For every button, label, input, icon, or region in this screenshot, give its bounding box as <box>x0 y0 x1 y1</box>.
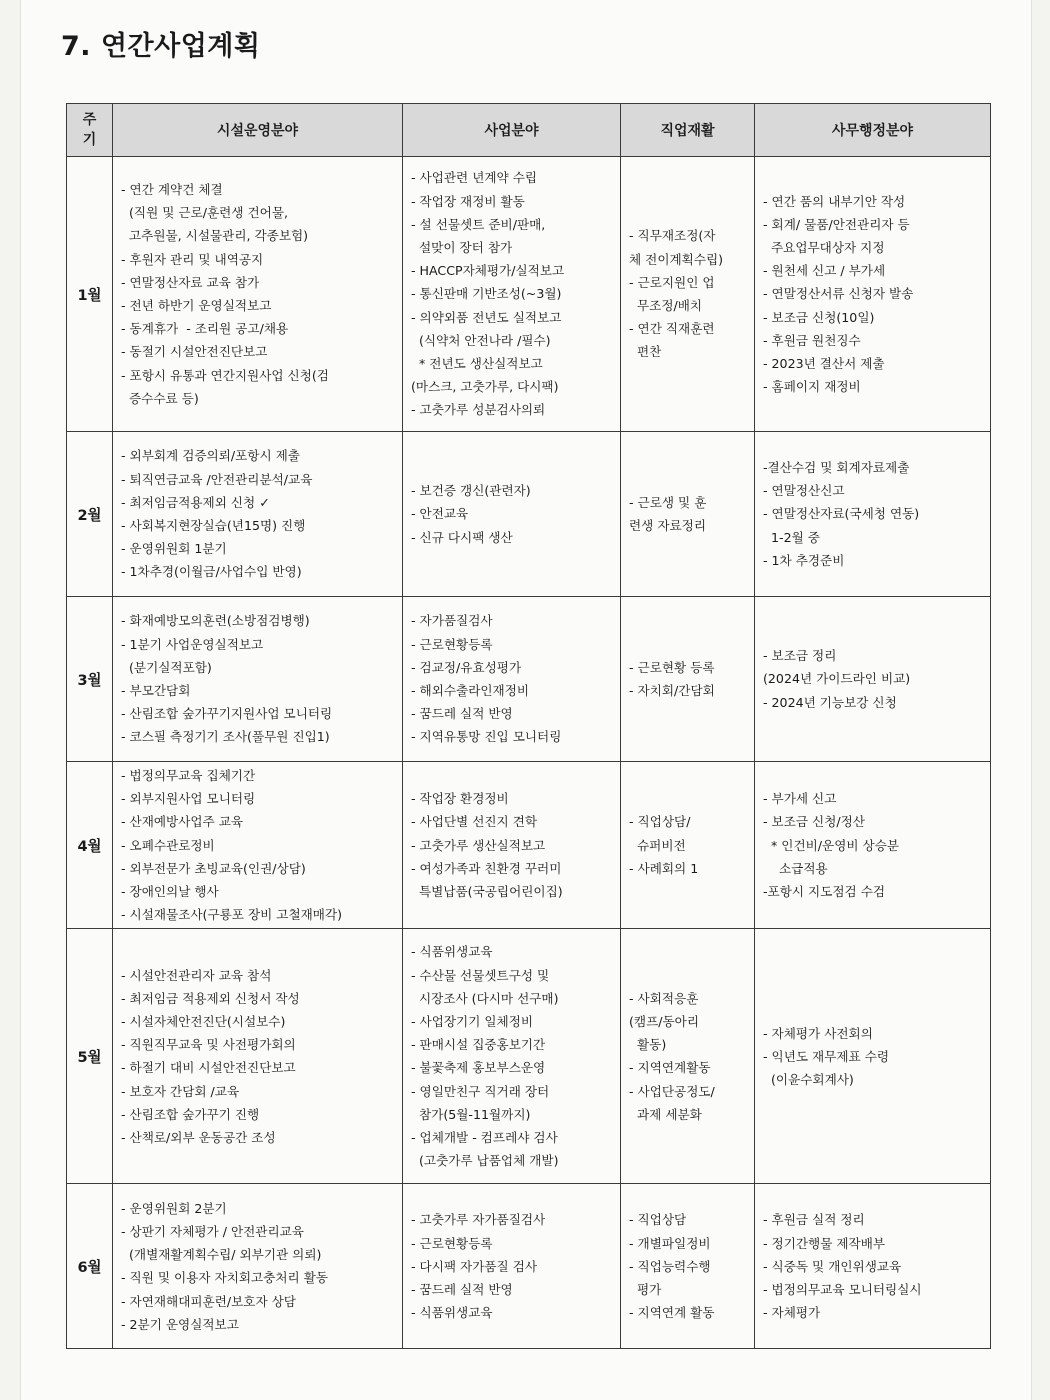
list-item: (2024년 가이드라인 비교) <box>763 671 911 687</box>
list-item: - 여성가족과 친환경 꾸러미 <box>411 860 562 876</box>
list-item: - 고춧가루 자가품질검사 <box>411 1212 546 1228</box>
vocational-cell <box>621 597 755 762</box>
vocational-list <box>629 810 748 880</box>
facility-list <box>121 764 396 926</box>
month-cell: 5월 <box>67 929 113 1184</box>
list-item: - 후원자 관리 및 내역공지 <box>121 251 264 267</box>
list-item: - 전년 하반기 운영실적보고 <box>121 298 272 313</box>
list-item: - 외부지원사업 모니터링 <box>121 791 256 807</box>
list-item: -결산수검 및 회계자료제출 <box>763 459 910 475</box>
table-row <box>67 597 991 762</box>
list-item: 련생 자료정리 <box>629 518 706 533</box>
list-item: 활동) <box>629 1037 667 1053</box>
list-item: - 영일만친구 직거래 장터 <box>411 1083 550 1099</box>
facility-list <box>121 1197 396 1336</box>
list-item: - 산림조합 숲가꾸기지원사업 모니터링 <box>121 706 333 722</box>
vocational-list <box>629 1208 748 1324</box>
table-row <box>67 929 991 1184</box>
list-item: (개별재활계획수립/ 외부기관 의뢰) <box>121 1247 322 1263</box>
table-row <box>67 1184 991 1349</box>
admin-list <box>763 456 984 572</box>
admin-cell <box>755 157 991 432</box>
list-item: - 연말정산자료 교육 참가 <box>121 274 260 290</box>
list-item: - 최저임금 적용제외 신청서 작성 <box>121 990 300 1006</box>
list-item: - 화재예방모의훈련(소방점검병행) <box>121 613 310 629</box>
document-page <box>20 0 1032 1400</box>
vocational-cell <box>621 929 755 1184</box>
list-item: - 근로지원인 업 <box>629 274 715 290</box>
list-item: - 업체개발 - 컴프레샤 검사 <box>411 1130 558 1146</box>
header-admin: 사무행정분야 <box>755 104 991 157</box>
list-item: - 직업능력수행 <box>629 1258 711 1274</box>
admin-list <box>763 190 984 399</box>
list-item: - 보조금 정리 <box>763 648 837 664</box>
list-item: 과제 세분화 <box>629 1106 702 1122</box>
annual-plan-table <box>66 103 991 1349</box>
header-cycle <box>67 104 113 157</box>
list-item: - 지역연계활동 <box>629 1060 711 1076</box>
list-item: - 의약외품 전년도 실적보고 <box>411 309 562 325</box>
admin-list <box>763 1208 984 1324</box>
list-item: - 연말정산자료(국세청 연동) <box>763 506 920 522</box>
list-item: 소급적용 <box>763 860 828 876</box>
vocational-list <box>629 656 748 702</box>
list-item: - 직원직무교육 및 사전평가회의 <box>121 1037 296 1053</box>
list-item: - 부모간담회 <box>121 683 191 698</box>
list-item: - 1차 추경준비 <box>763 552 845 568</box>
list-item: - 사업단별 선진지 견학 <box>411 814 538 830</box>
table-row <box>67 432 991 597</box>
table-row <box>67 762 991 929</box>
list-item: - 작업장 환경정비 <box>411 791 509 807</box>
list-item: - 사례회의 1 <box>629 860 699 876</box>
list-item: - 자치회/간담회 <box>629 683 715 698</box>
list-item: - 시설안전관리자 교육 참석 <box>121 967 272 983</box>
admin-list <box>763 787 984 903</box>
list-item: - 불꽃축제 홍보부스운영 <box>411 1060 546 1076</box>
list-item: - 운영위원회 2분기 <box>121 1200 227 1216</box>
business-cell <box>403 157 621 432</box>
business-cell <box>403 1184 621 1349</box>
facility-cell <box>113 157 403 432</box>
business-cell <box>403 432 621 597</box>
list-item: - 원천세 신고 / 부가세 <box>763 263 886 279</box>
month-cell: 4월 <box>67 762 113 929</box>
list-item: - 보조금 신청(10일) <box>763 309 875 325</box>
list-item: 평가 <box>629 1282 662 1298</box>
business-list <box>411 479 614 549</box>
list-item: - 통신판매 기반조성(~3월) <box>411 286 562 302</box>
list-item: - 시설재물조사(구룡포 장비 고철재매각) <box>121 907 343 923</box>
list-item: 1-2월 중 <box>763 529 820 545</box>
business-list <box>411 609 614 748</box>
list-item: - 직업상담 <box>629 1212 687 1228</box>
page-title: 7. 연간사업계획 <box>61 31 261 62</box>
list-item: - 해외수출라인재정비 <box>411 683 530 698</box>
facility-list <box>121 444 396 583</box>
list-item: - 개별파일정비 <box>629 1235 711 1251</box>
list-item: - 연말정산신고 <box>763 483 845 499</box>
business-cell <box>403 597 621 762</box>
list-item: 편찬 <box>629 344 662 360</box>
list-item: - 식품위생교육 <box>411 944 493 960</box>
list-item: - 사업장기기 일체정비 <box>411 1014 534 1030</box>
list-item: (이윤수회계사) <box>763 1072 854 1088</box>
list-item: (직원 및 근로/훈련생 건어물, <box>121 205 288 221</box>
vocational-list <box>629 491 748 537</box>
list-item: - 오폐수관로정비 <box>121 837 215 853</box>
list-item: - 직업상담/ <box>629 814 691 830</box>
list-item: - 꿈드레 실적 반영 <box>411 706 513 722</box>
list-item: - 사회복지현장실습(년15명) 진행 <box>121 518 306 533</box>
list-item: - 보조금 신청/정산 <box>763 814 865 830</box>
facility-list <box>121 609 396 748</box>
list-item: - HACCP자체평가/실적보고 <box>411 263 565 279</box>
list-item: - 동계휴가 - 조리원 공고/채용 <box>121 321 289 337</box>
list-item: - 2023년 결산서 제출 <box>763 356 885 371</box>
list-item: - 수산물 선물셋트구성 및 <box>411 967 550 983</box>
list-item: - 자가품질검사 <box>411 613 493 629</box>
list-item: - 홈페이지 재정비 <box>763 379 861 395</box>
list-item: - 법정의무교육 모니터링실시 <box>763 1282 922 1298</box>
list-item: (마스크, 고춧가루, 다시팩) <box>411 379 559 395</box>
list-item: - 법정의무교육 집체기간 <box>121 768 256 783</box>
list-item: - 최저임금적용제외 신청 ✓ <box>121 494 270 510</box>
list-item: - 자체평가 <box>763 1305 821 1321</box>
list-item: -포항시 지도점검 수검 <box>763 884 886 900</box>
header-cycle-label: 주 기 <box>82 112 97 148</box>
facility-cell <box>113 432 403 597</box>
list-item: - 후원금 실적 정리 <box>763 1212 865 1228</box>
list-item: (분기실적포함) <box>121 659 212 675</box>
business-cell <box>403 929 621 1184</box>
header-vocational: 직업재활 <box>621 104 755 157</box>
table-body <box>67 157 991 1349</box>
list-item: - 식품위생교육 <box>411 1305 493 1321</box>
list-item: - 연간 품의 내부기안 작성 <box>763 193 906 209</box>
list-item: - 시설자체안전진단(시설보수) <box>121 1014 286 1030</box>
business-list <box>411 166 614 421</box>
admin-list <box>763 1022 984 1092</box>
list-item: - 하절기 대비 시설안전진단보고 <box>121 1060 296 1076</box>
list-item: - 직무재조정(자 <box>629 228 716 244</box>
list-item: - 1분기 사업운영실적보고 <box>121 636 264 652</box>
list-item: - 안전교육 <box>411 506 469 522</box>
list-item: - 동절기 시설안전진단보고 <box>121 344 268 360</box>
admin-cell <box>755 432 991 597</box>
vocational-cell <box>621 432 755 597</box>
vocational-list <box>629 224 748 363</box>
list-item: 주요업무대상자 지정 <box>763 239 885 255</box>
list-item: - 사회적응훈 <box>629 990 699 1006</box>
list-item: 체 전이계획수립) <box>629 251 724 267</box>
list-item: - 1차추경(이월금/사업수입 반영) <box>121 564 302 580</box>
table-header-row <box>67 104 991 157</box>
list-item: - 정기간행물 제작배부 <box>763 1235 886 1251</box>
header-business: 사업분야 <box>403 104 621 157</box>
vocational-list <box>629 987 748 1126</box>
list-item: - 작업장 재정비 활동 <box>411 193 525 209</box>
list-item: 증수수료 등) <box>121 390 199 406</box>
list-item: 특별납품(국공립어린이집) <box>411 884 563 900</box>
business-list <box>411 940 614 1172</box>
list-item: - 외부전문가 초빙교육(인권/상담) <box>121 860 306 876</box>
list-item: - 근로현황등록 <box>411 636 493 652</box>
list-item: 무조정/배치 <box>629 298 703 313</box>
admin-cell <box>755 597 991 762</box>
list-item: - 지역유통망 진입 모니터링 <box>411 729 562 745</box>
list-item: - 회계/ 물품/안전관리자 등 <box>763 216 910 232</box>
list-item: - 꿈드레 실적 반영 <box>411 1282 513 1298</box>
vocational-cell <box>621 1184 755 1349</box>
list-item: 참가(5월-11월까지) <box>411 1106 531 1122</box>
month-cell: 6월 <box>67 1184 113 1349</box>
list-item: - 근로현황등록 <box>411 1235 493 1251</box>
facility-list <box>121 178 396 410</box>
table-row <box>67 157 991 432</box>
list-item: - 상판기 자체평가 / 안전관리교육 <box>121 1224 304 1240</box>
header-facility: 시설운영분야 <box>113 104 403 157</box>
admin-list <box>763 644 984 714</box>
vocational-cell <box>621 157 755 432</box>
list-item: - 판매시설 집중홍보기간 <box>411 1037 546 1053</box>
list-item: - 자체평가 사전회의 <box>763 1025 873 1041</box>
admin-cell <box>755 762 991 929</box>
list-item: - 외부회계 검증의뢰/포항시 제출 <box>121 448 300 464</box>
list-item: - 산림조합 숲가꾸기 진행 <box>121 1106 260 1122</box>
list-item: - 부가세 신고 <box>763 791 837 807</box>
list-item: - 운영위원회 1분기 <box>121 541 227 557</box>
list-item: - 고춧가루 성분검사의뢰 <box>411 402 546 418</box>
list-item: - 검교정/유효성평가 <box>411 659 522 675</box>
business-list <box>411 1208 614 1324</box>
list-item: - 다시팩 자가품질 검사 <box>411 1258 538 1274</box>
list-item: - 코스필 측정기기 조사(풀무원 진입1) <box>121 729 330 745</box>
list-item: 설맞이 장터 참가 <box>411 239 513 255</box>
list-item: * 전년도 생산실적보고 <box>411 356 543 371</box>
list-item: (식약처 안전나라 /필수) <box>411 332 551 348</box>
list-item: - 연간 직재훈련 <box>629 321 715 337</box>
list-item: - 익년도 재무제표 수령 <box>763 1048 890 1064</box>
list-item: 슈퍼비전 <box>629 837 686 853</box>
list-item: - 장애인의날 행사 <box>121 884 219 900</box>
list-item: - 2024년 기능보강 신청 <box>763 694 897 710</box>
list-item: (고춧가루 납품업체 개발) <box>411 1153 559 1169</box>
list-item: - 사업단공정도/ <box>629 1083 715 1099</box>
list-item: - 보건증 갱신(관련자) <box>411 483 531 499</box>
list-item: - 후원금 원천징수 <box>763 332 861 348</box>
facility-list <box>121 964 396 1150</box>
month-cell: 1월 <box>67 157 113 432</box>
list-item: (캠프/동아리 <box>629 1014 699 1030</box>
business-list <box>411 787 614 903</box>
list-item: - 근로현황 등록 <box>629 659 715 675</box>
list-item: - 산재예방사업주 교육 <box>121 814 244 830</box>
month-cell: 3월 <box>67 597 113 762</box>
facility-cell <box>113 929 403 1184</box>
list-item: - 포항시 유통과 연간지원사업 신청(검 <box>121 367 329 383</box>
business-cell <box>403 762 621 929</box>
list-item: - 고춧가루 생산실적보고 <box>411 837 546 853</box>
list-item: - 연간 계약건 체결 <box>121 181 223 197</box>
admin-cell <box>755 929 991 1184</box>
facility-cell <box>113 597 403 762</box>
list-item: * 인건비/운영비 상승분 <box>763 837 900 853</box>
list-item: - 2분기 운영실적보고 <box>121 1316 239 1332</box>
list-item: - 보호자 간담회 /교육 <box>121 1083 240 1099</box>
list-item: - 신규 다시팩 생산 <box>411 529 513 545</box>
vocational-cell <box>621 762 755 929</box>
list-item: - 지역연계 활동 <box>629 1305 715 1321</box>
month-cell: 2월 <box>67 432 113 597</box>
facility-cell <box>113 762 403 929</box>
list-item: - 설 선물셋트 준비/판매, <box>411 216 546 232</box>
admin-cell <box>755 1184 991 1349</box>
list-item: - 자연재해대피훈련/보호자 상담 <box>121 1293 296 1309</box>
list-item: 고추원물, 시설물관리, 각종보험) <box>121 228 309 244</box>
list-item: 시장조사 (다시마 선구매) <box>411 990 559 1006</box>
list-item: - 식중독 및 개인위생교육 <box>763 1258 902 1274</box>
list-item: - 퇴직연금교육 /안전관리분석/교육 <box>121 471 313 487</box>
list-item: - 직원 및 이용자 자치회고충처리 활동 <box>121 1270 329 1286</box>
list-item: - 사업관련 년계약 수립 <box>411 170 538 186</box>
list-item: - 연말정산서류 신청자 발송 <box>763 286 914 302</box>
list-item: - 근로생 및 훈 <box>629 494 707 510</box>
list-item: - 산책로/외부 운동공간 조성 <box>121 1130 276 1146</box>
facility-cell <box>113 1184 403 1349</box>
